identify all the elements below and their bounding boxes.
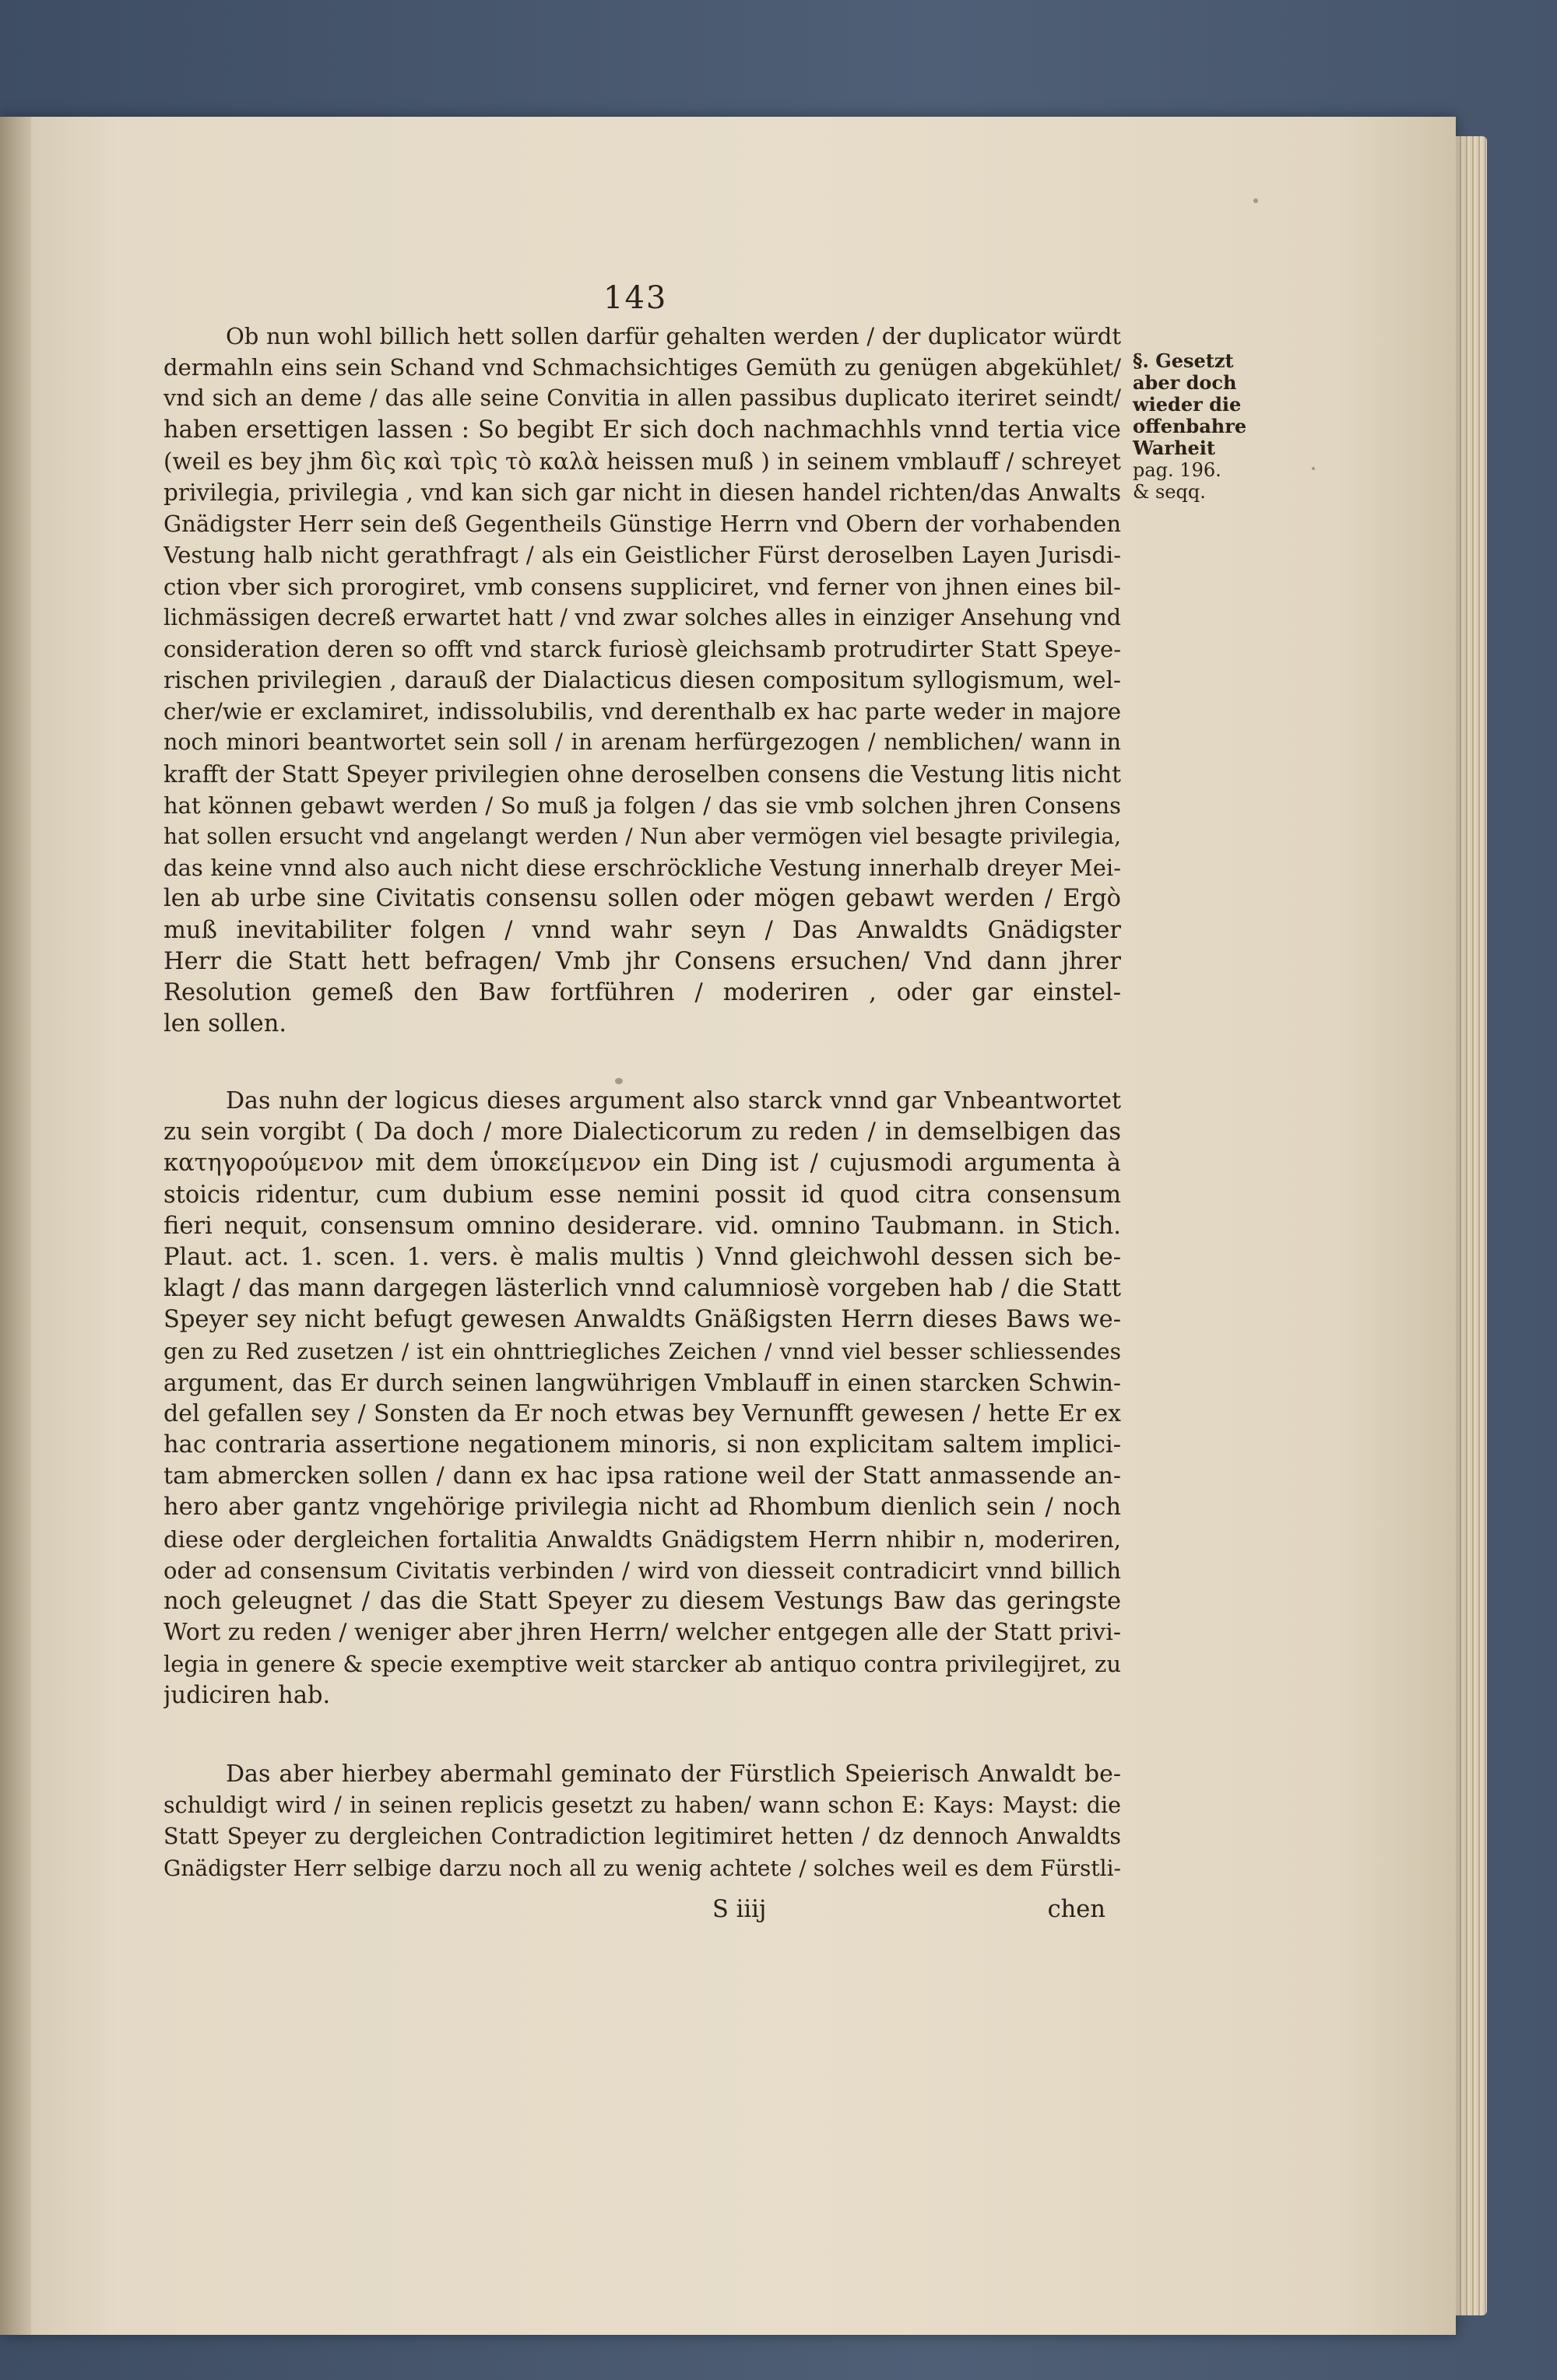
text-line: hero aber gantz vngehörige privilegia nicht ad Rhombum dienlich sein / noch — [163, 1494, 1121, 1522]
text-line: gen zu Red zusetzen / ist ein ohnttriegliches Zeichen / vnnd viel besser schliessendes — [163, 1338, 1121, 1364]
text-line: schuldigt wird / in seinen replicis gesetzt zu haben/ wann schon E: Kays: Mayst: die — [163, 1792, 1121, 1819]
text-line: legia in genere & specie exemptive weit starcker ab antiquo contra privilegijret, zu — [163, 1651, 1121, 1678]
text-line: Wort zu reden / weniger aber jhren Herrn/ welcher entgegen alle der Statt privi- — [163, 1619, 1121, 1647]
marginal-line: & seqq. — [1133, 481, 1206, 503]
text-line: del gefallen sey / Sonsten da Er noch etwas bey Vernunfft gewesen / hette Er ex — [163, 1399, 1121, 1427]
text-line: consideration deren so offt vnd starck furiosè gleichsamb protrudirter Statt Speye- — [163, 635, 1121, 662]
text-line: dermahln eins sein Schand vnd Schmachsichtiges Gemüth zu genügen abgekühlet/ — [163, 354, 1121, 381]
text-line: hat sollen ersucht vnd angelangt werden / Nun aber vermögen viel besagte privilegia, — [163, 823, 1121, 849]
marginal-line: offenbahre — [1133, 415, 1247, 437]
marginal-line: §. Gesetzt — [1133, 349, 1234, 372]
text-line: len ab urbe sine Civitatis consensu sollen oder mögen gebawt werden / Ergò — [163, 885, 1121, 913]
page-number: 143 — [603, 280, 668, 316]
text-line: Das nuhn der logicus dieses argument also starck vnnd gar Vnbeantwortet — [226, 1087, 1121, 1115]
text-line: stoicis ridentur, cum dubium esse nemini possit id quod citra consensum — [163, 1181, 1121, 1209]
text-line: fieri nequit, consensum omnino desiderare. vid. omnino Taubmann. in Stich. — [163, 1212, 1121, 1240]
text-line: Speyer sey nicht befugt gewesen Anwaldts Gnäßigsten Herrn dieses Baws we- — [163, 1306, 1121, 1334]
paper-speck — [1253, 198, 1258, 203]
text-line: vnd sich an deme / das alle seine Convitia in allen passibus duplicato iteriret seindt/ — [163, 385, 1121, 412]
signature-mark: S iiij — [712, 1896, 767, 1923]
text-line: das keine vnnd also auch nicht diese erschröckliche Vestung innerhalb dreyer Mei- — [163, 855, 1121, 882]
text-line: ction vber sich prorogiret, vmb consens suppliciret, vnd ferner von jhnen eines bil- — [163, 573, 1121, 600]
marginal-line: Warheit — [1133, 437, 1215, 459]
text-line: klagt / das mann dargegen lästerlich vnnd calumniosè vorgeben hab / die Statt — [163, 1275, 1121, 1303]
text-line: len sollen. — [163, 1010, 287, 1038]
text-line: tam abmercken sollen / dann ex hac ipsa ratione weil der Statt anmassende an- — [163, 1462, 1121, 1490]
paper-speck — [1312, 467, 1315, 470]
catchword: chen — [1047, 1896, 1105, 1923]
text-line: lichmässigen decreß erwartet hatt / vnd zwar solches alles in einziger Ansehung vnd — [163, 604, 1121, 630]
text-line: Ob nun wohl billich hett sollen darfür gehalten werden / der duplicator würdt — [226, 323, 1121, 349]
marginal-line: pag. 196. — [1133, 459, 1221, 481]
text-line: Herr die Statt hett befragen/ Vmb jhr Consens ersuchen/ Vnd dann jhrer — [163, 947, 1121, 975]
book-gutter — [0, 117, 31, 2335]
marginal-line: wieder die — [1133, 393, 1242, 416]
paragraph-1 — [163, 321, 1121, 1040]
text-line: Vestung halb nicht gerathfragt / als ein Geistlicher Fürst deroselben Layen Jurisdi- — [163, 542, 1121, 569]
text-line: Statt Speyer zu dergleichen Contradiction legitimiret hetten / dz dennoch Anwaldts — [163, 1824, 1121, 1850]
text-line: hac contraria assertione negationem minoris, si non explicitam saltem implici- — [163, 1431, 1121, 1459]
text-line: rischen privilegien , darauß der Dialacticus diesen compositum syllogismum, wel- — [163, 667, 1121, 694]
text-line: zu sein vorgibt ( Da doch / more Dialecticorum zu reden / in demselbigen das — [163, 1118, 1121, 1146]
text-line: diese oder dergleichen fortalitia Anwaldts Gnädigstem Herrn nhibir n, moderiren, — [163, 1525, 1121, 1553]
text-line: muß inevitabiliter folgen / vnnd wahr seyn / Das Anwaldts Gnädigster — [163, 916, 1121, 944]
paragraph-2 — [163, 1086, 1121, 1711]
text-line: Plaut. act. 1. scen. 1. vers. è malis multis ) Vnnd gleichwohl dessen sich be- — [163, 1243, 1121, 1271]
text-line: Gnädigster Herr sein deß Gegentheils Günstige Herrn vnd Obern der vorhabenden — [163, 511, 1121, 538]
text-line: argument, das Er durch seinen langwührigen Vmblauff in einen starcken Schwin- — [163, 1369, 1121, 1396]
text-line: privilegia, privilegia , vnd kan sich gar nicht in diesen handel richten/das Anwalts — [163, 479, 1121, 506]
text-line: Gnädigster Herr selbige darzu noch all zu wenig achtete / solches weil es dem Fürstli- — [163, 1855, 1121, 1881]
text-line: noch geleugnet / das die Statt Speyer zu diesem Vestungs Baw das geringste — [163, 1588, 1121, 1615]
text-line: haben ersettigen lassen : So begibt Er sich doch nachmachhls vnnd tertia vice — [163, 416, 1121, 444]
text-line: oder ad consensum Civitatis verbinden / wird von diesseit contradicirt vnnd billich — [163, 1557, 1121, 1584]
text-line: Das aber hierbey abermahl geminato der Fürstlich Speierisch Anwaldt be- — [226, 1760, 1121, 1788]
marginal-note — [1133, 350, 1277, 503]
text-line: Resolution gemeß den Baw fortführen / moderiren , oder gar einstel- — [163, 978, 1121, 1006]
text-line: judiciren hab. — [163, 1681, 331, 1709]
text-line: κατηγορούμενον mit dem ὑποκείμενον ein Ding ist / cujusmodi argumenta à — [163, 1150, 1121, 1178]
text-line: (weil es bey jhm δὶς καὶ τρὶς τὸ καλὰ heissen muß ) in seinem vmblauff / schreyet — [163, 448, 1121, 475]
text-line: krafft der Statt Speyer privilegien ohne deroselben consens die Vestung litis nicht — [163, 760, 1121, 788]
text-line: noch minori beantwortet sein soll / in arenam herfürgezogen / nemblichen/ wann in — [163, 729, 1121, 756]
marginal-line: aber doch — [1133, 371, 1237, 394]
paper-speck — [615, 1078, 623, 1084]
paragraph-3 — [163, 1759, 1121, 1884]
text-line: cher/wie er exclamiret, indissolubilis, vnd derenthalb ex hac parte weder in majore — [163, 698, 1121, 725]
text-line: hat können gebawt werden / So muß ja folgen / das sie vmb solchen jhren Consens — [163, 792, 1121, 819]
